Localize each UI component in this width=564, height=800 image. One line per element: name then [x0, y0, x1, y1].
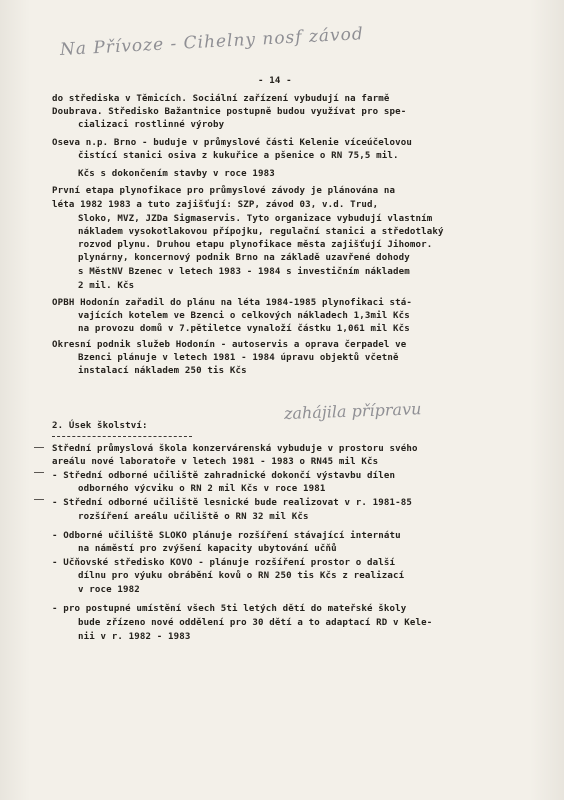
section-heading: 2. Úsek školství:: [52, 421, 148, 431]
text-line: do střediska v Těmicích. Sociální zařízení vybudují na farmě: [52, 94, 390, 104]
text-line: na náměstí pro zvýšení kapacity ubytování učňů: [78, 544, 337, 554]
text-line: Doubrava. Středisko Bažantnice postupně budou využívat pro spe-: [52, 107, 407, 117]
text-line: Oseva n.p. Brno - buduje v průmyslové části Kelenie víceúčelovou: [52, 138, 412, 148]
text-line: bude zřízeno nové oddělení pro 30 dětí a to adaptací RD v Kele-: [78, 618, 433, 628]
text-line: s MěstNV Bzenec v letech 1983 - 1984 s investičním nákladem: [78, 267, 410, 277]
text-line: Sloko, MVZ, JZDa Sigmaservis. Tyto organizace vybudují vlastním: [78, 214, 433, 224]
text-line: léta 1982 1983 a tuto zajišťují: SZP, závod 03, v.d. Trud,: [52, 200, 379, 210]
text-line: vajících kotelem ve Bzenci o celkových nákladech 1,3mil Kčs: [78, 311, 410, 321]
text-line: areálu nové laboratoře v letech 1981 - 1983 o RN45 mil Kčs: [52, 457, 379, 467]
text-line: OPBH Hodonín zařadil do plánu na léta 1984-1985 plynofikaci stá-: [52, 298, 412, 308]
text-line: Okresní podnik služeb Hodonín - autoservis a oprava čerpadel ve: [52, 340, 407, 350]
text-line: plynárny, koncernový podnik Brno na základě uzavřené dohody: [78, 253, 410, 263]
margin-dash-mark: [34, 472, 44, 473]
section-heading-underline: [52, 436, 192, 438]
text-line: nákladem vysokotlakovou přípojku, regulační stanici a středotlaký: [78, 227, 444, 237]
text-line: čistící stanici osiva z kukuřice a pšenice o RN 75,5 mil.: [78, 151, 399, 161]
text-line: instalací nákladem 250 tis Kčs: [78, 366, 247, 376]
text-line: Bzenci plánuje v letech 1981 - 1984 úpravu objektů včetně: [78, 353, 399, 363]
page-number: - 14 -: [258, 76, 292, 86]
text-line: dílnu pro výuku obrábění kovů o RN 250 tis Kčs z realizací: [78, 571, 405, 581]
handwritten-section-note: zahájila přípravu: [283, 399, 422, 423]
text-line: rozvod plynu. Druhou etapu plynofikace města zajišťují Jihomor.: [78, 240, 433, 250]
text-line: v roce 1982: [78, 585, 140, 595]
text-line: Střední průmyslová škola konzervárenská vybuduje v prostoru svého: [52, 444, 418, 454]
handwritten-top-note: Na Přívoze - Cihelny nosf závod: [59, 24, 365, 60]
text-line: - Střední odborné učiliště zahradnické dokončí výstavbu dílen: [52, 471, 396, 481]
text-line: - Odborné učiliště SLOKO plánuje rozšíření stávající internátu: [52, 531, 401, 541]
text-line: nii v r. 1982 - 1983: [78, 632, 191, 642]
text-line: Kčs s dokončením stavby v roce 1983: [78, 169, 275, 179]
text-line: odborného výcviku o RN 2 mil Kčs v roce 1981: [78, 484, 326, 494]
text-line: 2 mil. Kčs: [78, 281, 135, 291]
text-line: - Učňovské středisko KOVO - plánuje rozšíření prostor o další: [52, 558, 396, 568]
text-line: cializaci rostlinné výroby: [78, 120, 225, 130]
margin-dash-mark: [34, 499, 44, 500]
text-line: rozšíření areálu učiliště o RN 32 mil Kčs: [78, 512, 309, 522]
text-line: na provozu domů v 7.pětiletce vynaloží částku 1,061 mil Kčs: [78, 324, 410, 334]
text-line: - Střední odborné učiliště lesnické bude realizovat v r. 1981-85: [52, 498, 412, 508]
text-line: První etapa plynofikace pro průmyslové závody je plánována na: [52, 186, 396, 196]
text-line: - pro postupné umístění všech 5ti letých dětí do mateřské školy: [52, 604, 407, 614]
margin-dash-mark: [34, 447, 44, 448]
